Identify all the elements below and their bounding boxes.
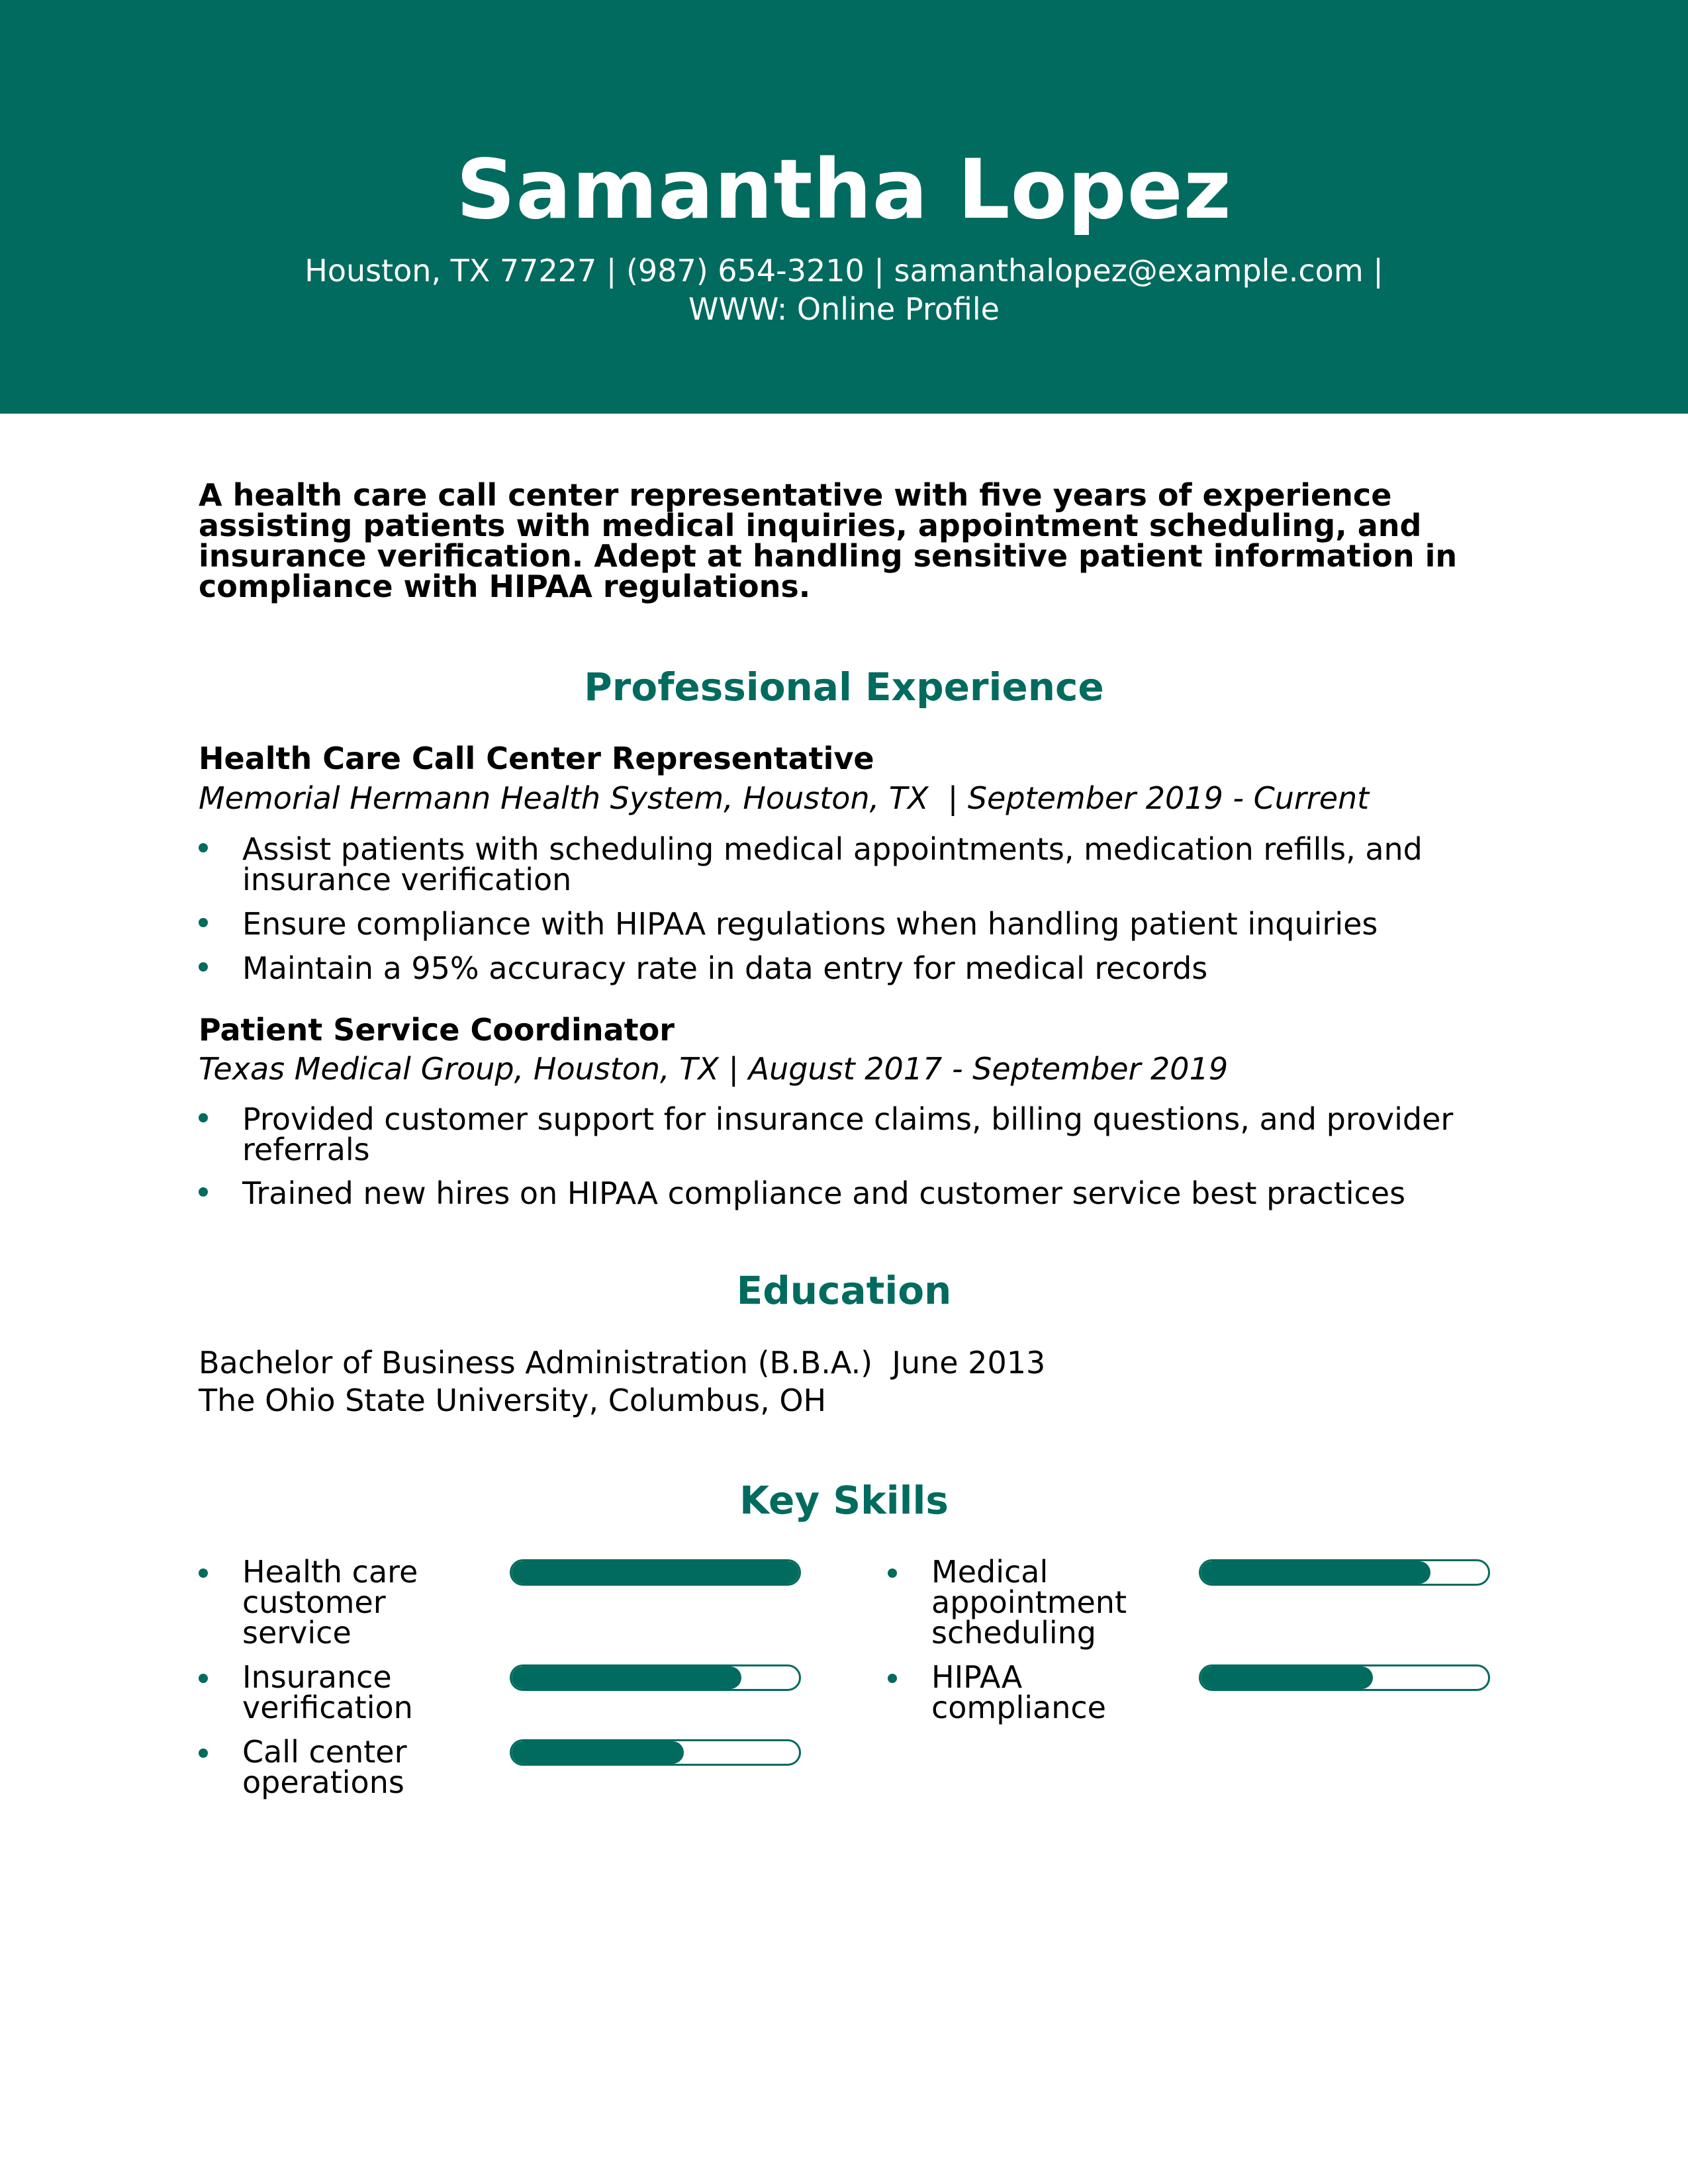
skill-item [888, 1554, 1523, 1665]
skills-heading: Key Skills [739, 1478, 949, 1523]
bullet-dot-icon [888, 1674, 897, 1683]
skill-level-fill [512, 1666, 741, 1689]
bullet-dot-icon [199, 1187, 208, 1197]
header-banner [0, 0, 1688, 414]
list-item [199, 906, 1496, 942]
bullet-text: Trained new hires on HIPAA compliance and customer service best practices [242, 1175, 1406, 1211]
bullet-dot-icon [888, 1569, 897, 1578]
bullet-dot-icon [199, 962, 208, 972]
skill-level-bar [510, 1739, 801, 1766]
list-item [199, 1175, 1496, 1211]
skill-level-bar [1199, 1664, 1490, 1691]
contact-line-2: WWW: Online Profile [688, 291, 1000, 327]
bullet-text: Ensure compliance with HIPAA regulations when handling patient inquiries [242, 906, 1378, 942]
bullet-dot-icon [199, 1569, 208, 1578]
job-meta: Texas Medical Group, Houston, TX | August 2017 - September 2019 [199, 1051, 1229, 1087]
bullet-dot-icon [199, 918, 208, 927]
bullet-dot-icon [199, 1674, 208, 1683]
job-title: Patient Service Coordinator [199, 1012, 675, 1048]
education-heading: Education [736, 1268, 952, 1313]
skill-item [199, 1734, 834, 1845]
degree-line: Bachelor of Business Administration (B.B.A.) June 2013 [199, 1345, 1046, 1381]
bullet-text: Provided customer support for insurance claims, billing questions, and provider referrals [242, 1101, 1454, 1167]
job-meta: Memorial Hermann Health System, Houston, TX | September 2019 - Current [199, 780, 1370, 816]
skill-label: Medical appointment scheduling [931, 1554, 1127, 1651]
skill-label: Call center operations [242, 1734, 407, 1800]
experience-heading: Professional Experience [584, 664, 1104, 709]
bullet-dot-icon [199, 843, 208, 852]
bullet-dot-icon [199, 1749, 208, 1758]
bullet-text: Maintain a 95% accuracy rate in data entry for medical records [242, 950, 1208, 986]
candidate-name: Samantha Lopez [456, 142, 1232, 238]
professional-summary: A health care call center representative with five years of experience assisting patients with medical inquiries, appointment scheduling, and insurance verification. Adept at handling sensitive patient information in compliance with HIPAA regulations. [199, 477, 1458, 604]
contact-info [0, 251, 1688, 328]
list-item [199, 1101, 1496, 1167]
skill-label: Health care customer service [242, 1554, 418, 1651]
bullet-dot-icon [199, 1113, 208, 1122]
skill-item [888, 1659, 1523, 1770]
school-line: The Ohio State University, Columbus, OH [199, 1383, 827, 1418]
skill-level-fill [512, 1741, 684, 1764]
skill-label: HIPAA compliance [931, 1659, 1106, 1725]
skill-level-fill [512, 1561, 799, 1584]
skill-level-bar [510, 1664, 801, 1691]
list-item [199, 950, 1496, 986]
skill-item [199, 1554, 834, 1665]
skill-level-bar [1199, 1559, 1490, 1586]
skill-label: Insurance verification [242, 1659, 413, 1725]
contact-line-1: Houston, TX 77227 | (987) 654-3210 | samanthalopez@example.com | [305, 253, 1383, 289]
job-title: Health Care Call Center Representative [199, 741, 874, 776]
skill-level-fill [1201, 1666, 1373, 1689]
skill-level-fill [1201, 1561, 1430, 1584]
skill-level-bar [510, 1559, 801, 1586]
bullet-text: Assist patients with scheduling medical appointments, medication refills, and insurance verification [242, 831, 1423, 897]
list-item [199, 831, 1496, 897]
